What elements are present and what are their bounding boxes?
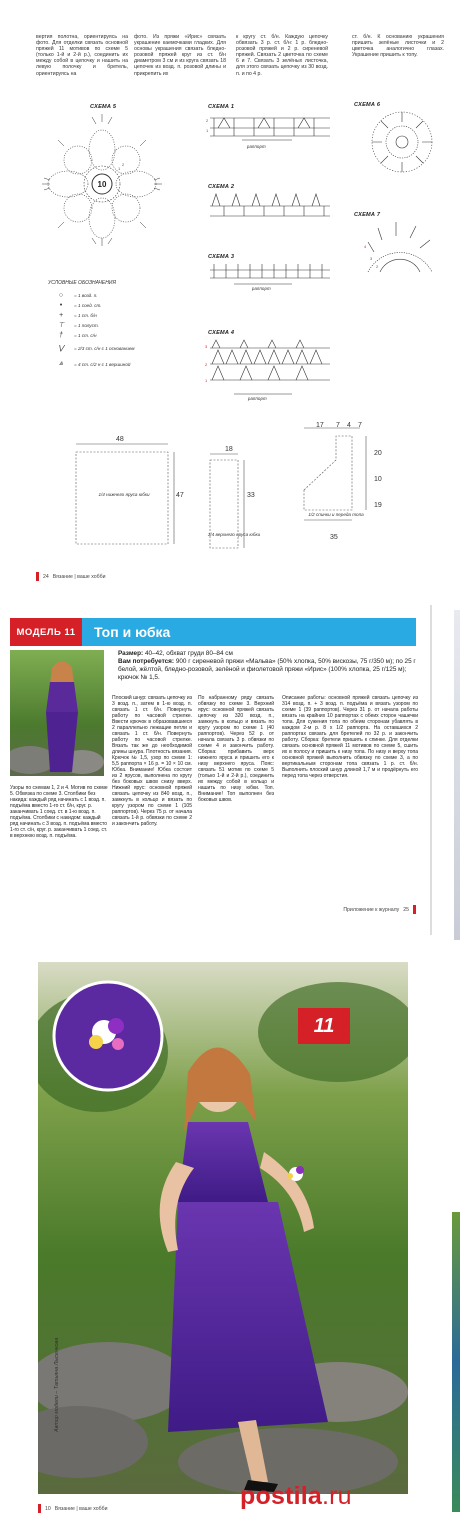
scheme-1-rapport: раппорт bbox=[247, 144, 266, 149]
model-title: Топ и юбка bbox=[82, 618, 416, 646]
scheme-7-diagram bbox=[360, 218, 440, 276]
slip-stitch-icon: • bbox=[59, 301, 63, 309]
scheme-5-diagram bbox=[40, 112, 164, 250]
legend-text: = 4 ст. с/2 н с 1 вершиной bbox=[74, 361, 131, 367]
watermark-tld: .ru bbox=[321, 1482, 352, 1510]
instructions-column-1: Плоский шнур: связать цепочку из 3 возд. п., затем в 1-ю возд. п. связать 1 ст. б/н. Повернуть работу по часовой стрелке. Ввести крючок в образовавшиеся 2 параллельно лежащие петли и связать 1 ст. б/н. Повернуть работу по часовой стрелке. Вязать так же до необходимой длины шнура. Плотность вязания. Крючок № 1,5, узор по схеме 1: 5,5 раппорта × 16 р. = 10 × 10 см. Юбка. Внимание! Юбка состоит из 2 ярусов, выполнена по кругу без боковых швов снизу вверх. Нижний ярус: основной пряжей связать цепочку из 840 возд. п., замкнуть в кольцо и вязать по кругу узором по схеме 1 (105 раппортов). Через 75 р. от начала связать 1-й р. обвязки по схеме 2 и закончить работу. bbox=[112, 695, 192, 827]
model-thumbnail bbox=[10, 650, 104, 776]
instructions-column-3: Описание работы: основной пряжей связать цепочку из 314 возд. п. + 3 возд. п. подъёма и вязать узором по схеме 1 (39 раппортов). Через 31 р. от начала работы вязать на крайних 10 раппортах с обеих сторон чашечки топа. Для сужения топа по обеим сторонам убавлять в каждом 2-м р. 8 х 1/2 раппорта. На оставшихся 2 раппортах связать для бретелей по 32 р. и закончить работу. Сборка: бретели пришить к спинке. Для отделки связать основной пряжей 11 мотивов по схеме 5, сшить их в полосу и пришить к низу топа. По низу и верху топа основной пряжей выполнить обвязку по схеме 3, а по вертикальным сторонам топа связать 1 р. ст. б/н. Выполнить плоский шнур длиной 1,7 м и продёрнуть его перед топа через отверстия. bbox=[282, 695, 418, 779]
model-badge: МОДЕЛЬ 11 bbox=[10, 618, 82, 646]
dim-18: 18 bbox=[225, 446, 233, 453]
single-crochet-icon: + bbox=[58, 311, 64, 319]
chain-stitch-icon: ○ bbox=[58, 291, 64, 299]
text-column-4: ст. б/н. К основанию украшения пришить зелёные листочки и 2 цветочка аналогично глазах. Украшение пришить к топу. bbox=[352, 34, 444, 59]
materials-line bbox=[118, 658, 418, 682]
legend-row bbox=[48, 356, 198, 372]
scheme-3-label: СХЕМА 3 bbox=[208, 254, 235, 260]
watermark-main: postila bbox=[240, 1482, 322, 1510]
svg-text:4: 4 bbox=[364, 244, 367, 249]
scheme-2-label: СХЕМА 2 bbox=[208, 184, 235, 190]
model-number-badge: 11 bbox=[298, 1008, 350, 1044]
page-footer bbox=[343, 905, 416, 914]
legend-text: = 2/3 ст. с/н с 1 основанием bbox=[74, 345, 135, 351]
page-edge bbox=[452, 1212, 460, 1512]
patterns-note: Узоры по схемам 1, 2 и 4. Мотив по схеме 5. Обвязка по схеме 3. Столбики без накида: каждый ряд начинать с 1 возд. п. подъёма вместо 1-го ст. б/н, круг. р. заканчивать 1 соед. ст. в 1-ю возд. п. подъёма. Столбики с накидом: каждый ряд начинать с 3 возд. п. подъёма вместо 1-го ст. с/н, круг. р. заканчивать 1 соед. ст. в верхнюю возд. п. подъёма. bbox=[10, 785, 108, 839]
legend-text: = 1 соед. ст. bbox=[74, 302, 102, 308]
footer-page-number: 25 bbox=[403, 906, 409, 913]
symbols-legend bbox=[48, 280, 198, 372]
text-column-2: фото. Из пряжи «Ирис» связать украшение каемочками гладких. Для основы украшения связать бледно-розовой пряжей круг из ст. б/н диаметром 3 см и из круга связать 18 цепочек из возд. п. розовой длины и прикрепить их bbox=[134, 34, 226, 77]
dim-33: 33 bbox=[247, 492, 255, 499]
svg-text:2: 2 bbox=[205, 362, 208, 367]
model-page bbox=[0, 605, 432, 935]
dim-17: 17 bbox=[316, 422, 324, 429]
dim-7a: 7 bbox=[336, 422, 340, 429]
dim-35: 35 bbox=[330, 534, 338, 541]
legend-text: = 1 полуст. bbox=[74, 322, 99, 328]
dim-20: 20 bbox=[374, 450, 382, 457]
scheme-1-diagram bbox=[204, 110, 334, 148]
postila-watermark[interactable] bbox=[240, 1482, 352, 1511]
legend-row bbox=[48, 320, 198, 330]
legend-row bbox=[48, 330, 198, 340]
page-footer bbox=[38, 1504, 107, 1513]
dim-10: 10 bbox=[374, 476, 382, 483]
dim-47: 47 bbox=[176, 492, 184, 499]
size-value: 40–42, обхват груди 80–84 см bbox=[144, 650, 233, 657]
footer-page-number: 10 bbox=[45, 1505, 51, 1512]
text-column-1: вертия полотна, ориентируясь на фото. Для отделки связать основной пряжей 11 мотивов по схеме 5 (только 1-й и 2-й р.), соединить их между собой в цепочку и нашить на левую полочку и бретель, ориентируясь на bbox=[36, 34, 128, 77]
scheme-1-label: СХЕМА 1 bbox=[208, 104, 235, 110]
footer-marker-icon bbox=[413, 905, 416, 914]
v-stitch-icon: ⋁ bbox=[58, 345, 64, 352]
legend-text: = 1 возд. п. bbox=[74, 292, 98, 298]
model-header bbox=[10, 618, 416, 646]
text-column-3: к кругу ст. б/н. Каждую цепочку обвязать 3 р. ст. б/н: 1 р. бледно-розовой пряжей и 2 р. сиреневой пряжей. Связать 2 цветочка по схеме 6 и 7. Связать 3 зелёных листочка, для этого связать цепочку из 30 возд. п. и по 4 р. bbox=[236, 34, 328, 77]
scheme-4-label: СХЕМА 4 bbox=[208, 330, 235, 336]
scheme-5-label: СХЕМА 5 bbox=[90, 104, 117, 110]
upper-tier-label: 1/4 верхнего яруса юбки bbox=[207, 532, 261, 537]
svg-text:3: 3 bbox=[205, 344, 208, 349]
size-line bbox=[118, 650, 418, 658]
footer-text: Приложение к журналу bbox=[343, 906, 400, 913]
materials-label: Вам потребуется: bbox=[118, 658, 175, 665]
dim-48: 48 bbox=[116, 436, 124, 443]
footer-text: Вязание | ваше хобби bbox=[52, 573, 106, 580]
legend-row bbox=[48, 310, 198, 320]
scheme-2-diagram bbox=[204, 190, 334, 222]
scheme-3-rapport: раппорт bbox=[252, 286, 271, 291]
top-piece-label: 1/2 спинки и переда топа bbox=[308, 512, 364, 517]
scheme-page bbox=[0, 0, 460, 590]
footer-marker-icon bbox=[36, 572, 39, 581]
svg-text:2: 2 bbox=[122, 162, 125, 167]
footer-page-number: 24 bbox=[43, 573, 49, 580]
scheme-6-diagram bbox=[368, 108, 436, 176]
size-label: Размер: bbox=[118, 650, 144, 657]
svg-text:2: 2 bbox=[206, 118, 209, 123]
svg-text:3: 3 bbox=[370, 256, 373, 261]
instructions-column-2: По набранному ряду связать обвязку по схеме 3. Верхний ярус: основной пряжей связать цепочку из 320 возд. п., замкнуть в кольцо и вязать по кругу узором по схеме 1 (40 раппортов). Через 52 р. от начала связать 3 р. обвязки по схеме 4 и закончить работу. Сборка: прибавить верх нижнего яруса и пришить его к низу верхнего яруса. Пояс: связать 51 мотив по схеме 5 (только 1-й и 2-й р.), соединить их между собой в кольцо и нашить по низу юбки. Топ. Внимание! Топ выполнен без боковых швов. bbox=[198, 695, 274, 803]
page-footer bbox=[36, 572, 105, 581]
svg-text:2: 2 bbox=[376, 264, 379, 269]
legend-text: = 1 ст. с/н bbox=[74, 332, 97, 338]
svg-text:1: 1 bbox=[206, 128, 209, 133]
dim-4: 4 bbox=[347, 422, 351, 429]
svg-text:1: 1 bbox=[205, 378, 208, 383]
photo-page bbox=[0, 952, 460, 1532]
legend-row bbox=[48, 290, 198, 300]
dim-7b: 7 bbox=[358, 422, 362, 429]
cluster-stitch-icon: ⩓ bbox=[59, 360, 63, 367]
scheme-7-label: СХЕМА 7 bbox=[354, 212, 381, 218]
svg-text:10: 10 bbox=[97, 180, 107, 189]
footer-marker-icon bbox=[38, 1504, 41, 1513]
model-intro bbox=[118, 650, 418, 682]
svg-text:1: 1 bbox=[118, 166, 121, 171]
half-double-icon: ⊤ bbox=[57, 322, 65, 329]
legend-text: = 1 ст. б/н bbox=[74, 312, 97, 318]
legend-row bbox=[48, 300, 198, 310]
lower-tier-label: 1/4 нижнего яруса юбки bbox=[98, 492, 150, 497]
scheme-4-rapport: раппорт bbox=[248, 396, 267, 401]
legend-row bbox=[48, 340, 198, 356]
legend-title: УСЛОВНЫЕ ОБОЗНАЧЕНИЯ bbox=[48, 280, 116, 286]
scheme-6-label: СХЕМА 6 bbox=[354, 102, 381, 108]
model-author-credit: Автор модели – Татьяна Лысенкова bbox=[54, 1337, 60, 1432]
footer-text: Вязание | ваше хобби bbox=[54, 1505, 108, 1512]
model-photo bbox=[38, 962, 408, 1494]
materials-value: 900 г сиреневой пряжи «Мальва» (50% хлопка, 50% вискозы, 75 г/350 м); по 25 г белой, жёлтой, бледно-розовой, зелёной и фиолетовой пряжи «Ирис» (100% хлопка, 25 г/125 м); крючок № 1,5. bbox=[118, 658, 416, 681]
dim-19: 19 bbox=[374, 502, 382, 509]
double-crochet-icon: † bbox=[59, 331, 63, 339]
scheme-4-diagram bbox=[204, 336, 334, 402]
page-edge bbox=[454, 610, 460, 940]
